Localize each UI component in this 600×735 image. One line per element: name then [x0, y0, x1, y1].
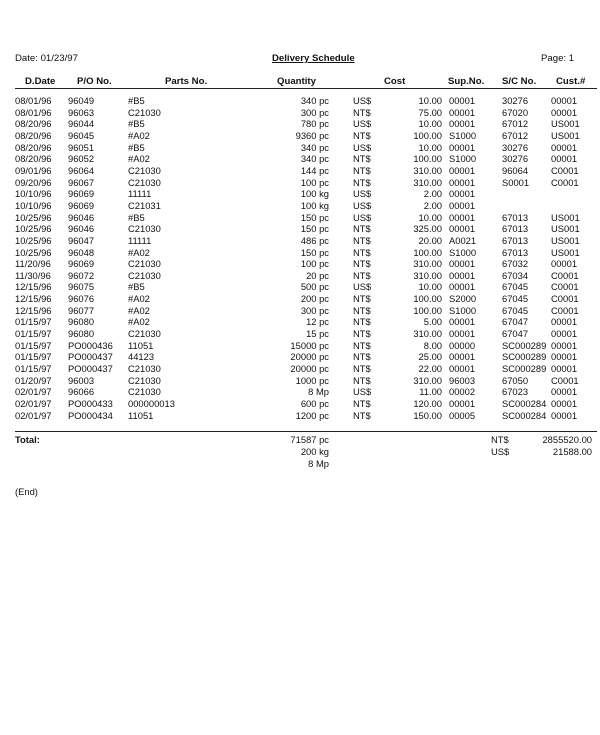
- cell-date: 08/20/96: [15, 141, 52, 153]
- cell-po: PO000433: [68, 397, 113, 409]
- totals-rule: [15, 431, 597, 432]
- cell-parts: C21030: [128, 269, 161, 281]
- cell-quantity: 150 pc: [300, 211, 329, 223]
- cell-cost: 11.00: [419, 386, 442, 398]
- col-sup: Sup.No.: [448, 76, 485, 87]
- cell-currency: US$: [353, 199, 372, 211]
- cell-sup: 00001: [449, 211, 476, 223]
- cell-date: 10/25/96: [15, 211, 52, 223]
- cell-sc: SC000289: [502, 351, 547, 363]
- cell-sc: 67013: [502, 246, 529, 258]
- cell-parts: C21030: [128, 258, 161, 270]
- cell-parts: #A02: [128, 316, 150, 328]
- cell-cost: 310.00: [413, 176, 442, 188]
- cell-sc: 30276: [502, 153, 529, 165]
- cell-parts: C21030: [128, 386, 161, 398]
- total-quantity-mp: 8 Mp: [308, 458, 329, 469]
- cell-po: 96052: [68, 153, 95, 165]
- cell-cost: 310.00: [413, 269, 442, 281]
- table-row: [0, 376, 600, 386]
- cell-po: 96048: [68, 246, 95, 258]
- cell-quantity: 12 pc: [306, 316, 329, 328]
- cell-sup: 00000: [449, 339, 476, 351]
- cell-sup: 00001: [449, 362, 476, 374]
- table-row: [0, 306, 600, 316]
- cell-cost: 310.00: [413, 328, 442, 339]
- cell-currency: NT$: [353, 374, 371, 386]
- cell-po: 96069: [68, 188, 95, 200]
- cell-parts: C21030: [128, 374, 161, 386]
- cell-cust: C0001: [551, 304, 579, 316]
- cell-parts: C21030: [128, 223, 161, 235]
- cell-quantity: 144 pc: [300, 164, 329, 176]
- cell-cust: C0001: [551, 281, 579, 293]
- cell-parts: #B5: [128, 141, 145, 153]
- cell-quantity: 8 Mp: [308, 386, 329, 398]
- cell-po: 96047: [68, 234, 95, 246]
- cell-cost: 10.00: [418, 281, 442, 293]
- cell-currency: NT$: [353, 223, 371, 235]
- cell-date: 10/25/96: [15, 223, 52, 235]
- cell-currency: NT$: [353, 328, 371, 339]
- cell-cust: 00001: [551, 153, 578, 165]
- cell-quantity: 20000 pc: [290, 351, 329, 363]
- cell-sup: S1000: [449, 246, 477, 258]
- cell-cost: 310.00: [413, 374, 442, 386]
- cell-date: 12/15/96: [15, 293, 52, 305]
- cell-currency: NT$: [353, 339, 371, 351]
- cell-quantity: 340 pc: [300, 95, 329, 106]
- table-row: [0, 387, 600, 397]
- cell-date: 02/01/97: [15, 409, 52, 421]
- cell-currency: US$: [353, 141, 372, 153]
- col-parts: Parts No.: [165, 76, 208, 87]
- cell-sup: 00001: [449, 95, 476, 106]
- cell-parts: C21030: [128, 164, 161, 176]
- cell-cust: US001: [551, 129, 580, 141]
- cell-sc: 67045: [502, 293, 529, 305]
- cell-cust: US001: [551, 246, 580, 258]
- table-row: [0, 282, 600, 292]
- cell-date: 10/25/96: [15, 246, 52, 258]
- cell-parts: #A02: [128, 153, 150, 165]
- cell-sup: 00001: [449, 269, 476, 281]
- cell-parts: #A02: [128, 304, 150, 316]
- cell-sup: 00001: [449, 316, 476, 328]
- total-quantity-kg: 200 kg: [300, 446, 329, 457]
- cell-sc: 67013: [502, 223, 529, 235]
- cell-currency: US$: [353, 211, 372, 223]
- cell-parts: #B5: [128, 95, 145, 106]
- cell-currency: NT$: [353, 304, 371, 316]
- table-row: [0, 271, 600, 281]
- cell-quantity: 600 pc: [300, 397, 329, 409]
- table-row: [0, 213, 600, 223]
- cell-cost: 10.00: [418, 95, 442, 106]
- table-row: [0, 224, 600, 234]
- cell-sc: 67013: [502, 234, 529, 246]
- table-row: [0, 248, 600, 258]
- cell-sup: 00001: [449, 188, 476, 200]
- cell-date: 08/01/96: [15, 95, 52, 106]
- cell-sup: 00001: [449, 106, 476, 118]
- cell-cost: 10.00: [418, 141, 442, 153]
- cell-sup: 00001: [449, 351, 476, 363]
- cell-currency: NT$: [353, 164, 371, 176]
- cell-sup: 00001: [449, 281, 476, 293]
- table-row: [0, 352, 600, 362]
- cell-cust: 00001: [551, 362, 578, 374]
- cell-cost: 100.00: [413, 304, 442, 316]
- cell-po: 96044: [68, 118, 95, 130]
- cell-currency: NT$: [353, 409, 371, 421]
- cell-date: 09/20/96: [15, 176, 52, 188]
- cell-sc: 96064: [502, 164, 529, 176]
- page-number: Page: 1: [541, 53, 575, 64]
- cell-cust: C0001: [551, 293, 579, 305]
- cell-cost: 120.00: [413, 397, 442, 409]
- table-row: [0, 143, 600, 153]
- cell-sup: 00001: [449, 141, 476, 153]
- cell-sc: 67013: [502, 211, 529, 223]
- cell-parts: 11051: [128, 409, 154, 421]
- cell-quantity: 100 pc: [300, 258, 329, 270]
- table-row: [0, 108, 600, 118]
- cell-cust: US001: [551, 234, 580, 246]
- cell-date: 09/01/96: [15, 164, 52, 176]
- cell-sup: 00005: [449, 409, 476, 421]
- table-row: [0, 236, 600, 246]
- cell-sc: 67034: [502, 269, 529, 281]
- cell-sc: SC000289: [502, 362, 547, 374]
- cell-parts: C21031: [128, 199, 161, 211]
- cell-po: PO000434: [68, 409, 113, 421]
- cell-cost: 100.00: [413, 246, 442, 258]
- cell-po: 96069: [68, 258, 95, 270]
- table-row: [0, 189, 600, 199]
- cell-quantity: 100 kg: [300, 188, 329, 200]
- table-row: [0, 341, 600, 351]
- cell-po: 96080: [68, 316, 95, 328]
- cell-date: 01/15/97: [15, 351, 52, 363]
- cell-sup: A0021: [449, 234, 477, 246]
- cell-cost: 100.00: [413, 293, 442, 305]
- cell-date: 08/20/96: [15, 118, 52, 130]
- cell-cost: 310.00: [413, 258, 442, 270]
- cell-quantity: 150 pc: [300, 223, 329, 235]
- cell-sc: 30276: [502, 141, 529, 153]
- cell-cost: 25.00: [418, 351, 442, 363]
- cell-po: 96064: [68, 164, 95, 176]
- cell-currency: NT$: [353, 316, 371, 328]
- cell-parts: #B5: [128, 118, 145, 130]
- cell-sup: 00001: [449, 118, 476, 130]
- cell-date: 10/10/96: [15, 188, 52, 200]
- cell-currency: NT$: [353, 258, 371, 270]
- cell-po: 96063: [68, 106, 95, 118]
- table-row: [0, 178, 600, 188]
- cell-parts: #B5: [128, 281, 145, 293]
- cell-date: 01/15/97: [15, 362, 52, 374]
- cell-quantity: 340 pc: [300, 141, 329, 153]
- cell-cust: 00001: [551, 316, 578, 328]
- cell-cost: 75.00: [418, 106, 442, 118]
- cell-po: 96049: [68, 95, 95, 106]
- cell-sc: 67032: [502, 258, 529, 270]
- report-date: Date: 01/23/97: [15, 53, 78, 64]
- cell-currency: US$: [353, 188, 372, 200]
- table-row: [0, 96, 600, 106]
- cell-sup: S1000: [449, 304, 477, 316]
- cell-parts: 11051: [128, 339, 154, 351]
- cell-cust: 00001: [551, 397, 578, 409]
- cell-po: 96003: [68, 374, 95, 386]
- cell-sup: 00001: [449, 176, 476, 188]
- cell-sc: 67047: [502, 316, 529, 328]
- table-row: [0, 399, 600, 409]
- table-row: [0, 411, 600, 421]
- total-currency-ntd: NT$: [491, 434, 509, 445]
- cell-parts: C21030: [128, 176, 161, 188]
- header-rule: [15, 88, 597, 89]
- cell-po: 96077: [68, 304, 95, 316]
- cell-date: 01/20/97: [15, 374, 52, 386]
- cell-cost: 100.00: [413, 153, 442, 165]
- end-marker: (End): [15, 486, 38, 497]
- cell-cust: C0001: [551, 176, 579, 188]
- total-currency-usd: US$: [491, 446, 510, 457]
- cell-po: 96046: [68, 223, 95, 235]
- cell-quantity: 150 pc: [300, 246, 329, 258]
- cell-parts: #A02: [128, 293, 150, 305]
- cell-cust: 00001: [551, 328, 578, 339]
- table-row: [0, 201, 600, 211]
- cell-parts: C21030: [128, 106, 161, 118]
- cell-po: 96051: [68, 141, 95, 153]
- cell-currency: US$: [353, 386, 372, 398]
- cell-quantity: 780 pc: [300, 118, 329, 130]
- cell-sc: SC000284: [502, 397, 547, 409]
- table-row: [0, 364, 600, 374]
- cell-parts: 11111: [128, 188, 152, 200]
- cell-sup: 00001: [449, 199, 476, 211]
- total-label: Total:: [15, 434, 40, 445]
- cell-cust: 00001: [551, 409, 578, 421]
- table-row: [0, 131, 600, 141]
- cell-sc: 67012: [502, 129, 529, 141]
- cell-cust: C0001: [551, 269, 579, 281]
- cell-sup: 00001: [449, 328, 476, 339]
- cell-currency: NT$: [353, 293, 371, 305]
- col-sc: S/C No.: [502, 76, 537, 87]
- table-row: [0, 259, 600, 269]
- cell-po: 96080: [68, 328, 95, 339]
- cell-po: 96046: [68, 211, 95, 223]
- cell-sup: 00002: [449, 386, 476, 398]
- cell-sc: 67047: [502, 328, 529, 339]
- cell-sc: 67050: [502, 374, 529, 386]
- cell-po: 96045: [68, 129, 95, 141]
- report-title: Delivery Schedule: [272, 53, 355, 64]
- cell-currency: US$: [353, 281, 372, 293]
- cell-sup: S2000: [449, 293, 477, 305]
- cell-parts: C21030: [128, 362, 161, 374]
- cell-cost: 150.00: [413, 409, 442, 421]
- total-quantity-pc: 71587 pc: [290, 434, 329, 445]
- cell-po: PO000437: [68, 362, 113, 374]
- cell-quantity: 20 pc: [306, 269, 329, 281]
- cell-sc: S0001: [502, 176, 530, 188]
- cell-quantity: 100 pc: [300, 176, 329, 188]
- cell-currency: NT$: [353, 362, 371, 374]
- cell-po: 96067: [68, 176, 95, 188]
- cell-sup: 00001: [449, 397, 476, 409]
- cell-date: 02/01/97: [15, 386, 52, 398]
- cell-sup: 00001: [449, 258, 476, 270]
- cell-quantity: 15 pc: [306, 328, 329, 339]
- cell-cost: 2.00: [423, 199, 442, 211]
- cell-sup: 96003: [449, 374, 476, 386]
- cell-po: 96075: [68, 281, 95, 293]
- total-amount-ntd: 2855520.00: [542, 434, 592, 445]
- cell-date: 01/15/97: [15, 316, 52, 328]
- cell-cust: C0001: [551, 164, 579, 176]
- cell-parts: 11111: [128, 234, 152, 246]
- table-row: [0, 119, 600, 129]
- cell-sc: 67045: [502, 304, 529, 316]
- cell-cust: US001: [551, 118, 580, 130]
- cell-date: 02/01/97: [15, 397, 52, 409]
- cell-cust: US001: [551, 223, 580, 235]
- cell-cost: 10.00: [418, 118, 442, 130]
- cell-quantity: 1000 pc: [295, 374, 329, 386]
- cell-cust: 00001: [551, 386, 578, 398]
- cell-quantity: 300 pc: [300, 304, 329, 316]
- cell-sup: 00001: [449, 164, 476, 176]
- cell-currency: NT$: [353, 153, 371, 165]
- cell-parts: #B5: [128, 211, 145, 223]
- cell-date: 12/15/96: [15, 304, 52, 316]
- cell-po: 96066: [68, 386, 95, 398]
- cell-sc: 67012: [502, 118, 529, 130]
- cell-quantity: 100 kg: [300, 199, 329, 211]
- cell-cost: 10.00: [418, 211, 442, 223]
- cell-parts: C21030: [128, 328, 161, 339]
- cell-cust: 00001: [551, 351, 578, 363]
- cell-sc: SC000284: [502, 409, 547, 421]
- cell-cost: 2.00: [423, 188, 442, 200]
- cell-cust: 00001: [551, 141, 578, 153]
- cell-currency: US$: [353, 118, 372, 130]
- col-po: P/O No.: [77, 76, 112, 87]
- cell-po: PO000437: [68, 351, 113, 363]
- table-row: [0, 294, 600, 304]
- cell-cost: 20.00: [418, 234, 442, 246]
- cell-sc: 67045: [502, 281, 529, 293]
- cell-parts: 44123: [128, 351, 155, 363]
- cell-date: 10/10/96: [15, 199, 52, 211]
- cell-currency: NT$: [353, 176, 371, 188]
- cell-date: 10/25/96: [15, 234, 52, 246]
- cell-sup: S1000: [449, 153, 477, 165]
- cell-currency: US$: [353, 95, 372, 106]
- cell-date: 01/15/97: [15, 328, 52, 339]
- cell-date: 01/15/97: [15, 339, 52, 351]
- cell-quantity: 1200 pc: [295, 409, 329, 421]
- col-ddate: D.Date: [25, 76, 56, 87]
- cell-quantity: 300 pc: [300, 106, 329, 118]
- cell-parts: 000000013: [128, 397, 175, 409]
- table-row: [0, 166, 600, 176]
- cell-sup: 00001: [449, 223, 476, 235]
- cell-cust: 00001: [551, 339, 578, 351]
- cell-cust: C0001: [551, 374, 579, 386]
- cell-cost: 325.00: [413, 223, 442, 235]
- cell-parts: #A02: [128, 246, 150, 258]
- cell-cost: 5.00: [423, 316, 442, 328]
- cell-cost: 8.00: [423, 339, 442, 351]
- table-row: [0, 329, 600, 339]
- cell-quantity: 340 pc: [300, 153, 329, 165]
- cell-quantity: 486 pc: [300, 234, 329, 246]
- cell-date: 08/20/96: [15, 153, 52, 165]
- cell-po: 96072: [68, 269, 95, 281]
- cell-currency: NT$: [353, 246, 371, 258]
- cell-currency: NT$: [353, 129, 371, 141]
- cell-date: 08/20/96: [15, 129, 52, 141]
- cell-po: 96076: [68, 293, 95, 305]
- table-row: [0, 154, 600, 164]
- cell-currency: NT$: [353, 397, 371, 409]
- cell-currency: NT$: [353, 106, 371, 118]
- cell-cust: 00001: [551, 95, 578, 106]
- cell-currency: NT$: [353, 351, 371, 363]
- cell-po: 96069: [68, 199, 95, 211]
- cell-cost: 100.00: [413, 129, 442, 141]
- total-amount-usd: 21588.00: [552, 446, 592, 457]
- cell-cost: 22.00: [418, 362, 442, 374]
- cell-cust: 00001: [551, 258, 578, 270]
- table-row: [0, 317, 600, 327]
- cell-sc: SC000289: [502, 339, 547, 351]
- cell-quantity: 500 pc: [300, 281, 329, 293]
- cell-cust: 00001: [551, 106, 578, 118]
- cell-sc: 67020: [502, 106, 529, 118]
- cell-date: 11/20/96: [15, 258, 51, 270]
- col-cust: Cust.#: [556, 76, 586, 87]
- cell-po: PO000436: [68, 339, 113, 351]
- cell-quantity: 200 pc: [300, 293, 329, 305]
- col-quantity: Quantity: [277, 76, 316, 87]
- cell-cust: US001: [551, 211, 580, 223]
- cell-date: 12/15/96: [15, 281, 52, 293]
- cell-quantity: 15000 pc: [290, 339, 329, 351]
- cell-sup: S1000: [449, 129, 477, 141]
- cell-date: 11/30/96: [15, 269, 51, 281]
- cell-parts: #A02: [128, 129, 150, 141]
- cell-currency: NT$: [353, 269, 371, 281]
- cell-cost: 310.00: [413, 164, 442, 176]
- cell-date: 08/01/96: [15, 106, 52, 118]
- cell-quantity: 9360 pc: [295, 129, 329, 141]
- cell-quantity: 20000 pc: [290, 362, 329, 374]
- cell-currency: NT$: [353, 234, 371, 246]
- col-cost: Cost: [384, 76, 406, 87]
- cell-sc: 30276: [502, 95, 529, 106]
- cell-sc: 67023: [502, 386, 529, 398]
